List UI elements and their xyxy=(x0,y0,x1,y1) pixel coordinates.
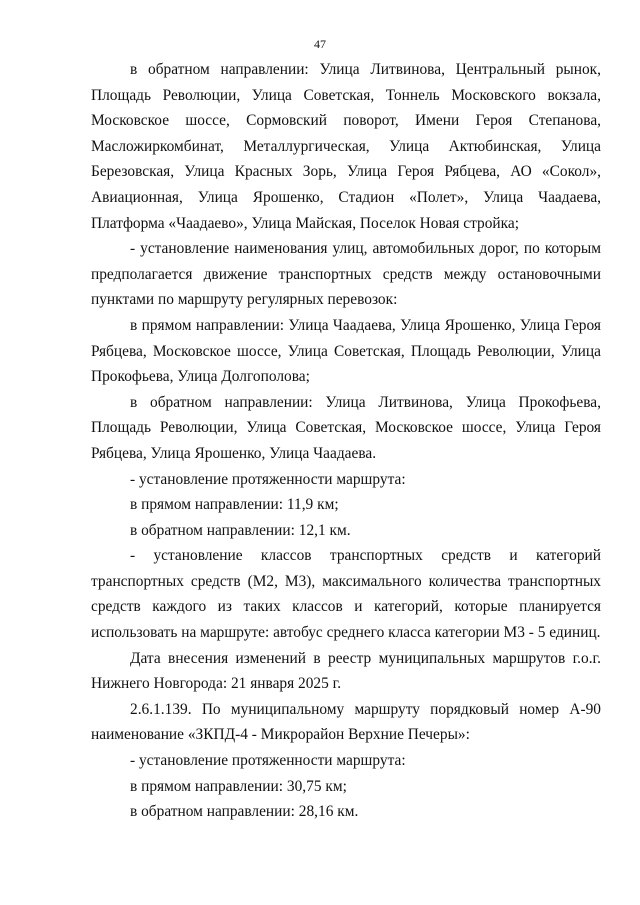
paragraph-route-a90: 2.6.1.139. По муниципальному маршруту порядковый номер А-90 наименование «ЗКПД-4 - Микрорайон Верхние Печеры»: xyxy=(91,700,601,744)
document-body xyxy=(91,57,601,825)
paragraph-a90-reverse-length: в обратном направлении: 28,16 км. xyxy=(130,803,359,821)
paragraph-reverse-route-stops: в обратном направлении: Улица Литвинова, Центральный рынок, Площадь Революции, Улица Советская, Тоннель Московского вокзала, Московское шоссе, Сормовский поворот, Имени Героя Степанова, Масложиркомбинат, Металлургическая, Улица Актюбинская, Улица Березовская, Улица Красных Зорь, Улица Героя Рябцева, АО «Сокол», Авиационная, Улица Ярошенко, Стадион «Полет», Улица Чаадаева, Платформа «Чаадаево», Улица Майская, Поселок Новая стройка; xyxy=(91,61,601,232)
paragraph-a90-forward-length: в прямом направлении: 30,75 км; xyxy=(130,777,347,795)
page-number: 47 xyxy=(314,37,326,51)
paragraph-forward-length: в прямом направлении: 11,9 км; xyxy=(130,496,339,514)
paragraph-reverse-streets: в обратном направлении: Улица Литвинова, Улица Прокофьева, Площадь Революции, Улица Советская, Московское шоссе, Улица Героя Рябцева, Улица Ярошенко, Улица Чаадаева. xyxy=(91,393,601,462)
paragraph-vehicle-classes: - установление классов транспортных средств и категорий транспортных средств (М2, М3), максимального количества транспортных средств каждого из таких классов и категорий, которые планируется использовать на маршруте: автобус среднего класса категории М3 - 5 единиц. xyxy=(91,547,601,642)
paragraph-registry-date: Дата внесения изменений в реестр муниципальных маршрутов г.о.г. Нижнего Новгорода: 21 января 2025 г. xyxy=(91,649,601,693)
paragraph-reverse-length: в обратном направлении: 12,1 км. xyxy=(130,521,351,539)
paragraph-length-heading: - установление протяженности маршрута: xyxy=(130,470,406,488)
paragraph-forward-streets: в прямом направлении: Улица Чаадаева, Улица Ярошенко, Улица Героя Рябцева, Московское шоссе, Улица Советская, Площадь Революции, Улица Прокофьева, Улица Долгополова; xyxy=(91,316,601,386)
paragraph-a90-length-heading: - установление протяженности маршрута: xyxy=(130,752,406,770)
paragraph-streets-heading: - установление наименования улиц, автомобильных дорог, по которым предполагается движение транспортных средств между остановочными пунктами по маршруту регулярных перевозок: xyxy=(91,240,601,309)
